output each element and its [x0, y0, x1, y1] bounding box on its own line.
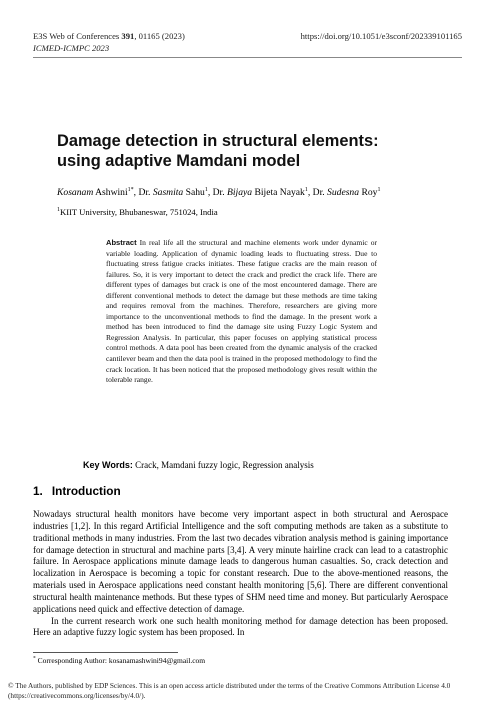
author-title: Dr.: [312, 187, 325, 198]
author-given-name: Sasmita: [152, 187, 184, 198]
footnote-mark: *: [33, 655, 36, 662]
author-affiliation-mark: 1: [304, 186, 308, 193]
journal-citation: E3S Web of Conferences 391, 01165 (2023): [33, 31, 185, 41]
copyright-notice: © The Authors, published by EDP Sciences. This is an open access article distributed under the terms of the Creative Commons Attribution License 4.0 (https://creativecommons.org/licenses/by/4.0/).: [8, 681, 451, 700]
author-family-name: Roy: [361, 187, 378, 198]
footnote: [33, 656, 205, 666]
affiliation-text: KIIT University, Bhubaneswar, 751024, India: [60, 207, 218, 217]
body-paragraph: In the current research work one such health monitoring method for damage detection has been proposed. Here an adaptive fuzzy logic system has been proposed. In: [33, 615, 448, 638]
author-title: Dr.: [138, 187, 151, 198]
affiliation: [57, 207, 218, 218]
author-affiliation-mark: 1: [377, 186, 381, 193]
body-paragraph: Nowadays structural health monitors have become very important aspect in both structural and Aerospace industries [1,2]. In this regard Artificial Intelligence and the soft computing methods are taken as a substitute to traditional methods in many industries. From the last two decades vibration analysis method is gaining importance for damage detection in structural and machine parts [3,4]. A very minute hairline crack can lead to a catastrophic failure. In Aerospace applications minute damage leads to dangerous human casualties. So, crack detection and localization in Aerospace is becoming a topic for constant research. Due to the above-mentioned reasons, the materials used in Aerospace applications need constant health monitoring [5,6]. There are different conventional structural health maintenance methods. But these types of SHM need time and money. But particularly Aerospace applications need quick and effective detection of damage.: [33, 509, 448, 614]
author-affiliation-mark: 1*: [127, 186, 134, 193]
author-given-name: Bijaya: [227, 187, 253, 198]
section-number: 1.: [33, 484, 43, 498]
footnote-text: Corresponding Author: kosanamashwini94@gmail.com: [37, 656, 206, 665]
running-header-left: [33, 31, 185, 54]
section-heading-introduction: [33, 484, 121, 498]
doi-link[interactable]: https://doi.org/10.1051/e3sconf/202339101165: [300, 31, 462, 41]
journal-name: E3S Web of Conferences: [33, 31, 120, 41]
affiliation-mark: 1: [57, 207, 60, 214]
abstract-text: In real life all the structural and machine elements work under dynamic or variable loading. Application of dynamic loading leads to fluctuating stress. Due to fluctuating stress fatigue cracks initiates. These fatigue cracks are the main reason of failures. So, it is very important to detect the crack and predict the crack life. There are different types of damages but crack is one of the most encountered damage. There are different conventional methods to detect the damage but these methods are time taking and requires removal from the machines. Therefore, researchers are giving more importance to the unconventional methods to find the damage. In the present work a method has been introduced to find the damage site using Fuzzy Logic System and Regression Analysis. In particular, this paper focuses on applying statistical process control methods. A data pool has been created from the dynamic analysis of the cracked cantilever beam and then the data pool is trained in the proposed methodology to find the crack location. It has been noticed that the proposed methodology gives result within the tolerable range.: [106, 238, 377, 385]
keywords: [83, 459, 314, 471]
author-family-name: Ashwini: [95, 187, 128, 198]
conference-edition: ICMED-ICMPC 2023: [33, 43, 110, 53]
abstract: [106, 238, 377, 386]
author-family-name: Sahu: [185, 187, 205, 198]
author-list: Kosanam Ashwini$^{1*}$, Dr. Sasmita Sahu$^1$, Dr. Bijaya Bijeta Nayak$^1$, Dr. Sudesna Roy$^1$: [57, 186, 381, 198]
author-family-name: Bijeta Nayak: [254, 187, 305, 198]
section-title: Introduction: [51, 484, 121, 498]
introduction-body: [33, 509, 448, 639]
author-title: Dr.: [212, 187, 225, 198]
article-number: 01165 (2023): [138, 31, 185, 41]
keywords-text: Crack, Mamdani fuzzy logic, Regression analysis: [135, 460, 314, 470]
paper-title: Damage detection in structural elements: using adaptive Mamdani model: [57, 132, 379, 170]
author-affiliation-mark: 1: [204, 186, 208, 193]
author-given-name: Kosanam: [57, 187, 94, 198]
abstract-label: Abstract: [106, 238, 137, 247]
volume-number: 391: [121, 31, 135, 41]
header-divider: [33, 57, 462, 58]
author-given-name: Sudesna: [327, 187, 360, 198]
footnote-divider: [33, 652, 178, 653]
keywords-label: Key Words:: [83, 460, 133, 470]
